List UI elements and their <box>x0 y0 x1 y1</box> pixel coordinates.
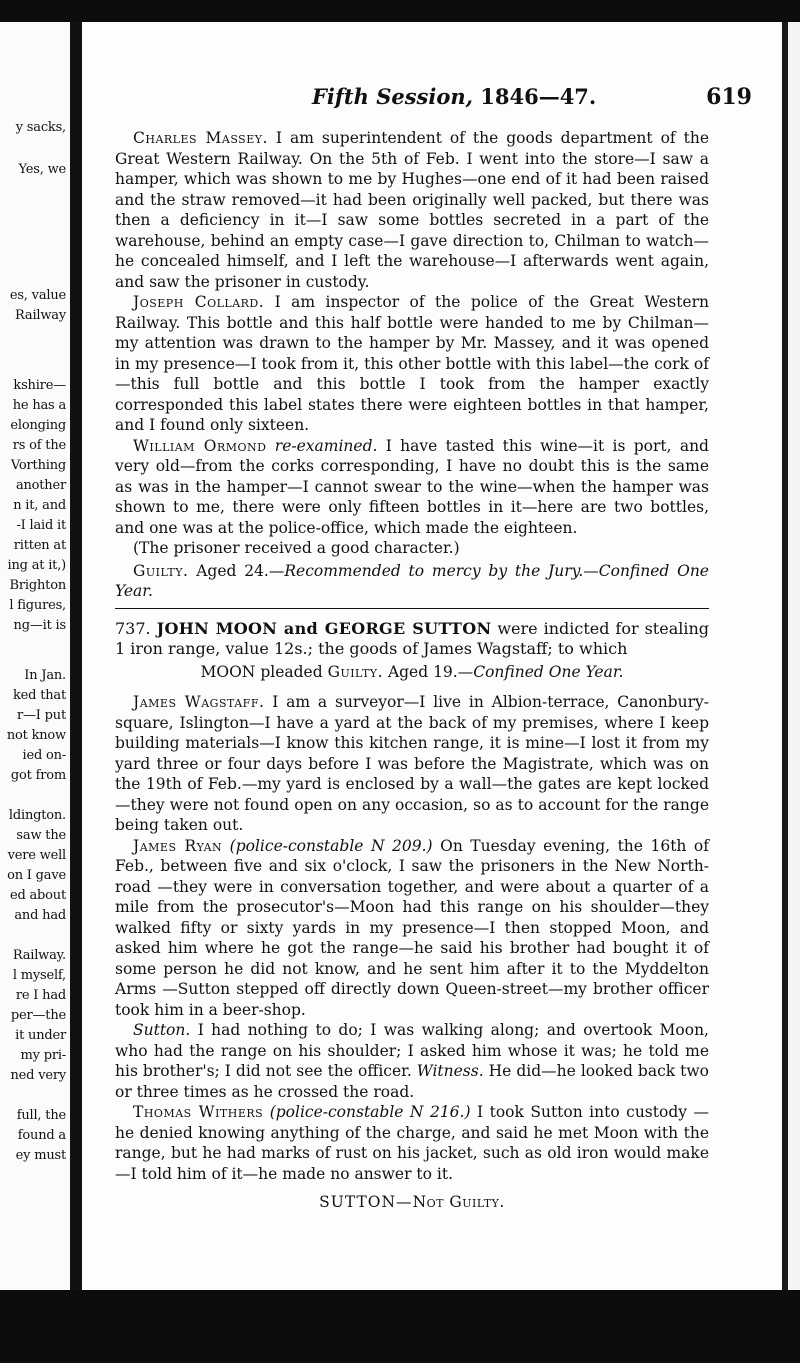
section-divider <box>115 608 709 609</box>
facing-page-text-fragment: y sacks, <box>15 120 66 135</box>
facing-page-text-fragment: on I gave <box>7 868 66 883</box>
facing-page-text-fragment: kshire— <box>13 378 66 393</box>
statement-text: I had nothing to do; I was walking along; and overtook Moon, who had the range on his shoulder; I asked him whose it was; he told me his brother's; I did not see the officer. <box>115 1021 709 1080</box>
witness-name: James Wagstaff. <box>133 693 265 711</box>
facing-page-text-fragment: ey must <box>15 1148 66 1163</box>
witness-name: James Ryan <box>133 836 223 855</box>
witness-label: Witness. <box>416 1062 484 1080</box>
testimony-wagstaff <box>115 692 709 836</box>
facing-page-text-fragment: found a <box>17 1128 66 1143</box>
facing-page-text-fragment: got from <box>10 768 66 783</box>
witness-role: re-examined. <box>274 436 378 455</box>
scan-border-bottom <box>0 1290 800 1363</box>
facing-page-text-fragment: he has a <box>12 398 66 413</box>
running-head <box>312 84 596 109</box>
facing-page-text-fragment: Railway. <box>12 948 66 963</box>
facing-page-text-fragment: Yes, we <box>18 162 66 177</box>
witness-name: Joseph Collard. <box>133 293 265 311</box>
scan-border-top <box>0 0 800 22</box>
facing-page-text-fragment: not know <box>6 728 66 743</box>
plea-text: pleaded <box>260 662 323 681</box>
facing-page-text-fragment: n it, and <box>13 498 66 513</box>
testimony-text: I am superintendent of the goods department of the Great Western Railway. On the 5th of Feb. I went into the store—I saw a hamper, which was shown to me by Hughes—one end of it had been raised and the straw removed—it had been originally well packed, but there was then a deficiency in it—I saw some bottles secreted in a part of the warehouse, behind an empty case—I gave direction to, Chilman to watch—he concealed himself, and I left the warehouse—I afterwards went again, and saw the prisoner in custody. <box>115 129 709 291</box>
verdict-name: SUTTON— <box>319 1193 413 1211</box>
facing-page-text-fragment: another <box>15 478 66 493</box>
testimony-text: I have tasted this wine—it is port, and very old—from the corks corresponding, I have no doubt this is the same as was in the hamper—I cannot swear to the wine—when the hamper was shown to me, there were only fifteen bottles in it—here are two bottles, and one was at the police-office, which made the eighteen. <box>115 436 709 537</box>
witness-name: Thomas Withers <box>133 1103 264 1121</box>
witness-role: (police-constable N 216.) <box>269 1103 471 1121</box>
verdict-label: Guilty. <box>133 561 189 580</box>
plea-age: Aged 19.— <box>387 662 474 681</box>
facing-page-text-fragment: it under <box>15 1028 66 1043</box>
facing-page-text-fragment: ked that <box>13 688 66 703</box>
facing-page-fragment <box>0 22 70 1290</box>
facing-page-text-fragment: In Jan. <box>24 668 66 683</box>
facing-page-text-fragment: per—the <box>10 1008 66 1023</box>
statement-sutton <box>115 1020 709 1102</box>
verdict-age: Aged 24.— <box>196 561 285 580</box>
facing-page-text-fragment: re I had <box>15 988 66 1003</box>
witness-reply: He did—he looked back two or three times as he crossed the road. <box>115 1062 710 1101</box>
facing-page-text-fragment: my pri- <box>20 1048 66 1063</box>
page-header <box>112 84 752 112</box>
witness-role: (police-constable N 209.) <box>229 836 433 855</box>
case-number: 737. <box>115 618 151 638</box>
facing-page-text-fragment: l figures, <box>9 598 66 613</box>
facing-page-text-fragment: Brighton <box>9 578 66 593</box>
page-number: 619 <box>706 84 752 110</box>
verdict-sentence: Recommended to mercy by the Jury.—Confined One Year. <box>115 561 709 600</box>
facing-page-text-fragment: Railway <box>15 308 66 323</box>
facing-page-text-fragment: ldington. <box>8 808 66 823</box>
case-heading <box>115 619 709 660</box>
facing-page-text-fragment: ritten at <box>13 538 66 553</box>
charge-text: were indicted for stealing 1 iron range, value 12s.; the goods of James Wagstaff; to which <box>115 618 710 658</box>
facing-page-text-fragment: full, the <box>16 1108 66 1123</box>
testimony-text: On Tuesday evening, the 16th of Feb., between five and six o'clock, I saw the prisoners in the New North-road —they were in conversation together, and were about a quarter of a mile from the prosecutor's—Moon had this range on his shoulder—they walked fifty or sixty yards in my presence—I then stopped Moon, and asked him where he got the range—he said his brother had bought it of some person he did not know, and he sent him after it to the Myddelton Arms —Sutton stepped off directly down Queen-street—my brother officer took him in a beer-shop. <box>115 836 709 1019</box>
facing-page-text-fragment: es, value <box>9 288 66 303</box>
scan-margin-right <box>788 22 800 1290</box>
verdict-label: Not Guilty. <box>412 1193 505 1211</box>
defendant-names: JOHN MOON and GEORGE SUTTON <box>156 618 492 638</box>
plea-guilty: Guilty. <box>327 662 383 681</box>
book-gutter <box>70 22 82 1290</box>
plea-name: MOON <box>200 662 256 681</box>
testimony-withers <box>115 1102 709 1184</box>
plea-line <box>115 662 709 683</box>
facing-page-text-fragment: ed about <box>9 888 66 903</box>
plea-sentence: Confined One Year. <box>473 662 624 681</box>
facing-page-text-fragment: and had <box>14 908 66 923</box>
testimony-ormond <box>115 436 709 539</box>
witness-name: William Ormond <box>133 436 267 455</box>
facing-page-text-fragment: ned very <box>10 1068 66 1083</box>
facing-page-text-fragment: -I laid it <box>16 518 66 533</box>
facing-page-text-fragment: ng—it is <box>13 618 66 633</box>
facing-page-text-fragment: saw the <box>16 828 66 843</box>
testimony-ryan <box>115 836 709 1021</box>
testimony-massey <box>115 128 709 292</box>
session-years: 1846—47. <box>480 84 597 109</box>
facing-page-text-fragment: r—I put <box>16 708 66 723</box>
final-verdict <box>115 1192 709 1213</box>
testimony-text: I am inspector of the police of the Great Western Railway. This bottle and this half bottle were handed to me by Chilman—my attention was drawn to the hamper by Mr. Massey, and it was opened in my presence—I took from it, this other bottle with this label—the cork of —this full bottle and this bottle I took from the hamper exactly corresponded this label states there were eighteen bottles in that hamper, and I found only sixteen. <box>115 293 709 434</box>
facing-page-text-fragment: elonging <box>10 418 66 433</box>
witness-name: Charles Massey. <box>133 129 268 147</box>
testimony-text: I am a surveyor—I live in Albion-terrace, Canonbury-square, Islington—I have a yard at the back of my premises, where I keep building materials—I know this kitchen range, it is mine—I lost it from my yard three or four days before I was before the Magistrate, which was on the 19th of Feb.—my yard is enclosed by a wall—the gates are kept locked—they were not found open on any occasion, so as to account for the range being taken out. <box>115 693 709 834</box>
session-title: Fifth Session, <box>312 84 473 109</box>
facing-page-text-fragment: rs of the <box>12 438 66 453</box>
testimony-collard <box>115 292 709 436</box>
facing-page-text-fragment: Vorthing <box>10 458 66 473</box>
page <box>82 22 788 1290</box>
facing-page-text-fragment: ing at it,) <box>7 558 66 573</box>
verdict-1 <box>115 561 709 602</box>
testimony-text: I took Sutton into custody —he denied knowing anything of the charge, and said he met Moon with the range, but he had marks of rust on his jacket, such as old iron would make —I told him of it—he made no answer to it. <box>115 1103 709 1183</box>
facing-page-text-fragment: l myself, <box>12 968 66 983</box>
speaker-name: Sutton. <box>133 1021 191 1039</box>
character-note: (The prisoner received a good character.) <box>133 539 460 557</box>
text-column <box>115 128 709 1213</box>
facing-page-text-fragment: vere well <box>7 848 66 863</box>
facing-page-text-fragment: ied on- <box>22 748 66 763</box>
